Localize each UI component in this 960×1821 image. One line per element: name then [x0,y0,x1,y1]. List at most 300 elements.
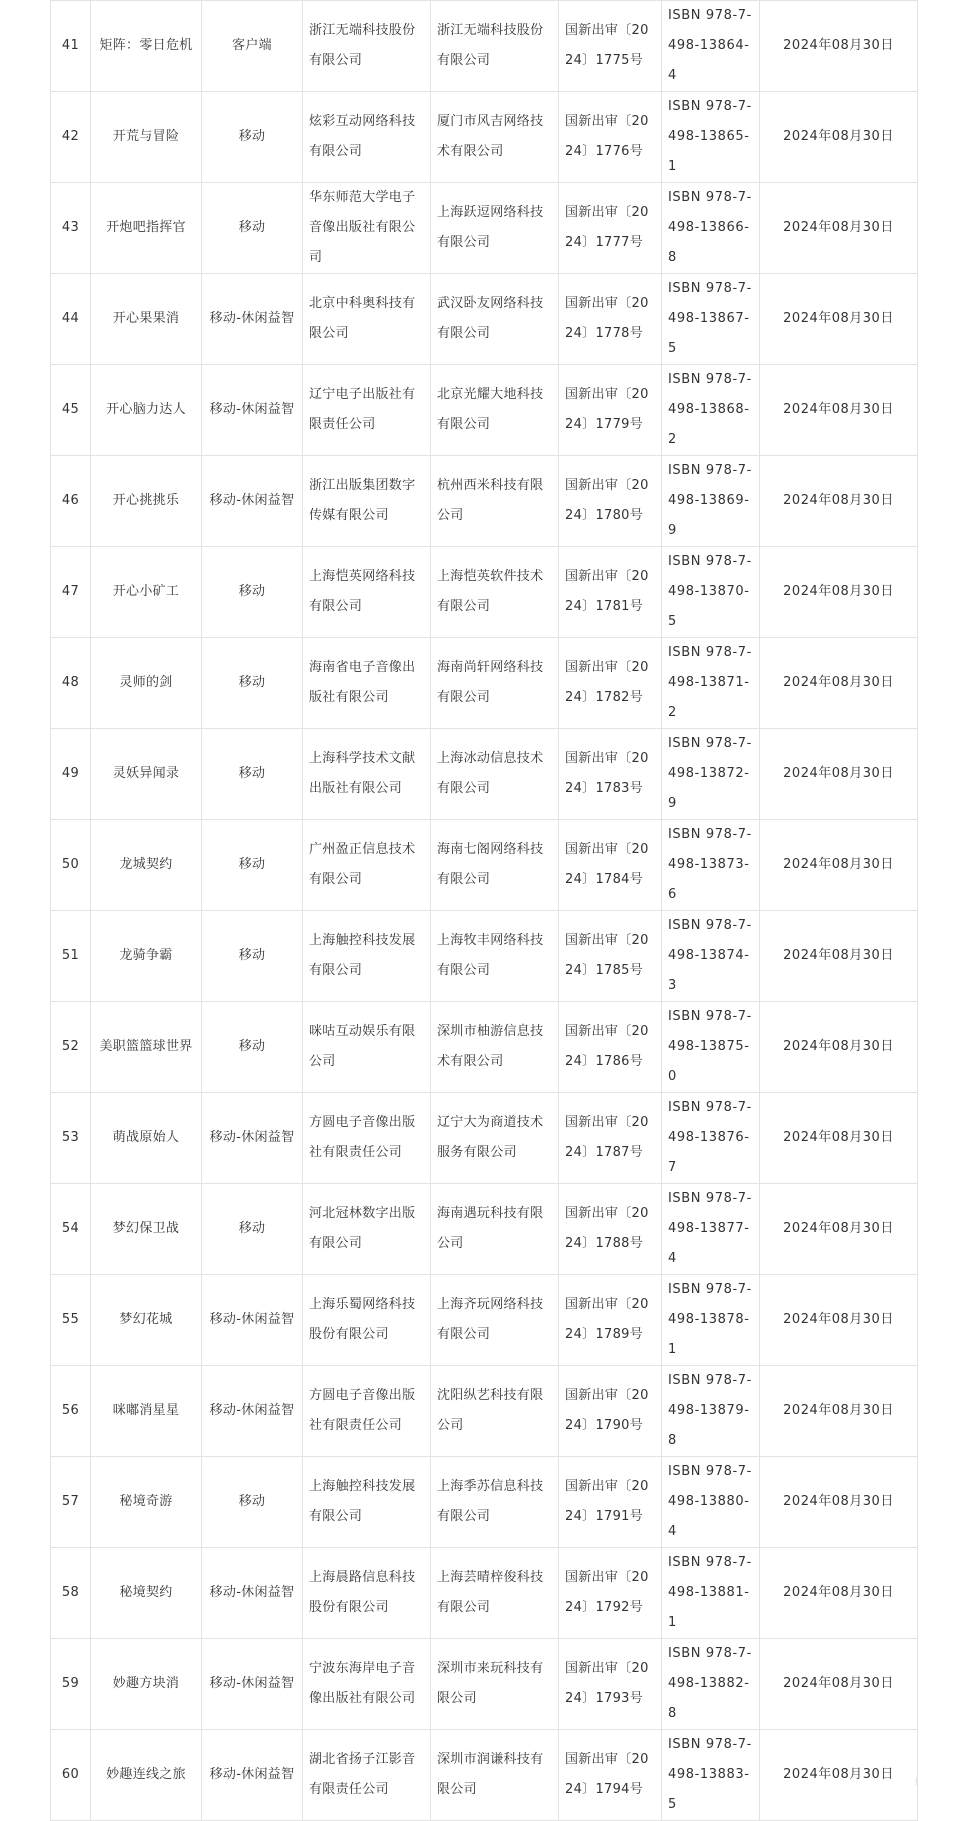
isbn-text: ISBN 978-7-498-13865-1 [668,99,752,174]
row-number-cell [51,1366,91,1457]
category-cell [202,365,303,456]
row-number-cell [51,1457,91,1548]
row-number-text: 46 [61,493,80,508]
isbn-text: ISBN 978-7-498-13879-8 [668,1373,752,1448]
table-row [51,547,918,638]
game-name-cell [91,1,202,92]
row-number-text: 57 [61,1494,80,1509]
operator-text: 上海季苏信息科技有限公司 [437,1479,544,1524]
approval-number-text: 国新出审〔2024〕1789号 [565,1297,649,1342]
approval-number-cell [559,274,662,365]
approval-date-text: 2024年08月30日 [783,584,894,599]
isbn-text: ISBN 978-7-498-13882-8 [668,1646,752,1721]
approval-number-cell [559,92,662,183]
category-cell [202,638,303,729]
operator-cell [431,729,559,820]
category-text: 移动 [238,584,266,599]
approval-date-cell [760,1366,918,1457]
row-number-cell [51,183,91,274]
isbn-text: ISBN 978-7-498-13873-6 [668,827,752,902]
isbn-text: ISBN 978-7-498-13868-2 [668,372,752,447]
approval-number-cell [559,911,662,1002]
game-name-cell [91,1093,202,1184]
table-body [51,1,918,1821]
row-number-cell [51,1275,91,1366]
category-text: 移动 [238,129,266,144]
operator-cell [431,183,559,274]
isbn-text: ISBN 978-7-498-13869-9 [668,463,752,538]
category-text: 移动 [238,857,266,872]
approval-number-text: 国新出审〔2024〕1777号 [565,205,649,250]
approval-date-cell [760,1457,918,1548]
approval-date-cell [760,729,918,820]
isbn-cell [662,1275,760,1366]
isbn-cell [662,1184,760,1275]
approval-number-cell [559,1093,662,1184]
game-name-text: 美职篮篮球世界 [99,1039,193,1054]
row-number-cell [51,547,91,638]
game-name-text: 龙骑争霸 [119,948,173,963]
row-number-cell [51,92,91,183]
game-name-text: 妙趣方块消 [112,1676,180,1691]
publisher-text: 炫彩互动网络科技有限公司 [309,114,416,159]
approval-date-cell [760,1548,918,1639]
approval-date-text: 2024年08月30日 [783,129,894,144]
row-number-text: 56 [61,1403,80,1418]
game-name-cell [91,1548,202,1639]
row-number-cell [51,1548,91,1639]
game-name-cell [91,729,202,820]
approval-date-text: 2024年08月30日 [783,857,894,872]
row-number-cell [51,1639,91,1730]
category-text: 移动-休闲益智 [209,1312,295,1327]
approval-date-cell [760,365,918,456]
category-text: 移动-休闲益智 [209,1130,295,1145]
approval-number-text: 国新出审〔2024〕1781号 [565,569,649,614]
row-number-cell [51,1184,91,1275]
operator-cell [431,92,559,183]
isbn-text: ISBN 978-7-498-13866-8 [668,190,752,265]
category-text: 移动-休闲益智 [209,493,295,508]
approval-number-text: 国新出审〔2024〕1783号 [565,751,649,796]
row-number-cell [51,1002,91,1093]
category-text: 移动-休闲益智 [209,311,295,326]
game-name-text: 开炮吧指挥官 [106,220,186,235]
table-row [51,1,918,92]
operator-text: 北京光耀大地科技有限公司 [437,387,544,432]
approval-date-text: 2024年08月30日 [783,311,894,326]
table-row [51,1366,918,1457]
approval-number-text: 国新出审〔2024〕1784号 [565,842,649,887]
publisher-text: 宁波东海岸电子音像出版社有限公司 [309,1661,416,1706]
isbn-cell [662,911,760,1002]
table-row [51,274,918,365]
isbn-cell [662,274,760,365]
category-cell [202,820,303,911]
approval-number-text: 国新出审〔2024〕1782号 [565,660,649,705]
game-name-text: 矩阵：零日危机 [99,38,193,53]
row-number-text: 55 [61,1312,80,1327]
approval-date-text: 2024年08月30日 [783,402,894,417]
approval-number-text: 国新出审〔2024〕1793号 [565,1661,649,1706]
publisher-text: 上海触控科技发展有限公司 [309,1479,416,1524]
game-name-cell [91,638,202,729]
row-number-cell [51,1093,91,1184]
isbn-cell [662,365,760,456]
publisher-cell [303,1275,431,1366]
game-name-cell [91,1184,202,1275]
approval-date-text: 2024年08月30日 [783,1585,894,1600]
game-name-cell [91,1366,202,1457]
isbn-cell [662,1093,760,1184]
category-cell [202,92,303,183]
isbn-cell [662,183,760,274]
publisher-cell [303,547,431,638]
row-number-cell [51,729,91,820]
row-number-text: 43 [61,220,80,235]
category-cell [202,1730,303,1821]
publisher-cell [303,729,431,820]
row-number-text: 60 [61,1767,80,1782]
publisher-text: 北京中科奥科技有限公司 [309,296,416,341]
table-row [51,92,918,183]
game-name-text: 梦幻保卫战 [112,1221,180,1236]
category-cell [202,1366,303,1457]
game-name-text: 开心果果消 [112,311,180,326]
operator-cell [431,1,559,92]
isbn-cell [662,456,760,547]
category-cell [202,183,303,274]
row-number-text: 48 [61,675,80,690]
approval-date-text: 2024年08月30日 [783,38,894,53]
table-row [51,1275,918,1366]
publisher-text: 上海乐蜀网络科技股份有限公司 [309,1297,416,1342]
approval-number-cell [559,1,662,92]
category-cell [202,456,303,547]
approval-number-text: 国新出审〔2024〕1792号 [565,1570,649,1615]
isbn-cell [662,638,760,729]
game-name-text: 秘境契约 [119,1585,173,1600]
category-cell [202,1548,303,1639]
row-number-cell [51,820,91,911]
approval-date-text: 2024年08月30日 [783,493,894,508]
table-row [51,729,918,820]
game-name-text: 萌战原始人 [112,1130,180,1145]
approval-number-cell [559,638,662,729]
row-number-cell [51,1730,91,1821]
game-name-text: 咪嘟消星星 [112,1403,180,1418]
row-number-text: 45 [61,402,80,417]
approval-number-cell [559,365,662,456]
operator-text: 深圳市柚游信息技术有限公司 [437,1024,544,1069]
publisher-cell [303,1639,431,1730]
isbn-cell [662,1002,760,1093]
publisher-text: 方圆电子音像出版社有限责任公司 [309,1115,416,1160]
operator-cell [431,1184,559,1275]
approval-date-text: 2024年08月30日 [783,1676,894,1691]
table-row [51,911,918,1002]
operator-cell [431,638,559,729]
operator-text: 上海牧丰网络科技有限公司 [437,933,544,978]
isbn-cell [662,1457,760,1548]
row-number-cell [51,638,91,729]
approval-number-text: 国新出审〔2024〕1775号 [565,23,649,68]
table-row [51,820,918,911]
game-name-cell [91,911,202,1002]
operator-cell [431,1002,559,1093]
category-text: 移动 [238,220,266,235]
game-name-cell [91,274,202,365]
game-name-cell [91,820,202,911]
approval-date-cell [760,1002,918,1093]
approval-date-text: 2024年08月30日 [783,766,894,781]
game-name-text: 秘境奇游 [119,1494,173,1509]
game-name-cell [91,1457,202,1548]
row-number-cell [51,1,91,92]
approval-date-cell [760,820,918,911]
isbn-text: ISBN 978-7-498-13864-4 [668,8,752,83]
publisher-text: 广州盈正信息技术有限公司 [309,842,416,887]
operator-cell [431,1366,559,1457]
publisher-cell [303,365,431,456]
operator-cell [431,1639,559,1730]
row-number-text: 52 [61,1039,80,1054]
category-cell [202,1093,303,1184]
operator-cell [431,274,559,365]
operator-cell [431,911,559,1002]
isbn-text: ISBN 978-7-498-13877-4 [668,1191,752,1266]
approval-number-text: 国新出审〔2024〕1788号 [565,1206,649,1251]
approval-number-cell [559,456,662,547]
operator-text: 深圳市来玩科技有限公司 [437,1661,544,1706]
game-name-text: 妙趣连线之旅 [106,1767,186,1782]
isbn-text: ISBN 978-7-498-13883-5 [668,1737,752,1812]
isbn-cell [662,820,760,911]
approval-date-cell [760,1093,918,1184]
publisher-cell [303,92,431,183]
category-cell [202,1275,303,1366]
approval-number-text: 国新出审〔2024〕1787号 [565,1115,649,1160]
category-text: 移动-休闲益智 [209,1676,295,1691]
game-name-text: 开心挑挑乐 [112,493,180,508]
approval-number-text: 国新出审〔2024〕1786号 [565,1024,649,1069]
operator-text: 武汉卧友网络科技有限公司 [437,296,544,341]
table-row [51,183,918,274]
approval-date-cell [760,638,918,729]
game-name-cell [91,1730,202,1821]
category-text: 移动 [238,1494,266,1509]
table-row [51,1002,918,1093]
isbn-cell [662,1639,760,1730]
approval-date-text: 2024年08月30日 [783,1039,894,1054]
publisher-cell [303,1457,431,1548]
isbn-cell [662,1730,760,1821]
row-number-text: 59 [61,1676,80,1691]
category-text: 移动 [238,1039,266,1054]
approval-number-cell [559,1002,662,1093]
approval-date-text: 2024年08月30日 [783,948,894,963]
row-number-cell [51,365,91,456]
operator-cell [431,820,559,911]
approval-date-cell [760,1730,918,1821]
isbn-text: ISBN 978-7-498-13875-0 [668,1009,752,1084]
operator-text: 深圳市润谦科技有限公司 [437,1752,544,1797]
approval-number-text: 国新出审〔2024〕1779号 [565,387,649,432]
row-number-text: 44 [61,311,80,326]
operator-text: 辽宁大为商道技术服务有限公司 [437,1115,544,1160]
approval-date-text: 2024年08月30日 [783,220,894,235]
game-name-text: 梦幻花城 [119,1312,173,1327]
table-row [51,456,918,547]
category-text: 移动-休闲益智 [209,402,295,417]
category-cell [202,1639,303,1730]
category-text: 移动 [238,948,266,963]
game-name-cell [91,1639,202,1730]
operator-cell [431,547,559,638]
approval-number-cell [559,820,662,911]
table-row [51,1093,918,1184]
isbn-text: ISBN 978-7-498-13872-9 [668,736,752,811]
approval-number-text: 国新出审〔2024〕1790号 [565,1388,649,1433]
approval-number-cell [559,1184,662,1275]
category-text: 移动-休闲益智 [209,1767,295,1782]
category-cell [202,1002,303,1093]
approval-date-cell [760,456,918,547]
approval-date-text: 2024年08月30日 [783,1312,894,1327]
game-name-text: 龙城契约 [119,857,173,872]
isbn-cell [662,1366,760,1457]
approval-number-cell [559,1639,662,1730]
isbn-text: ISBN 978-7-498-13876-7 [668,1100,752,1175]
category-cell [202,547,303,638]
table-row [51,1639,918,1730]
table-row [51,1548,918,1639]
category-cell [202,911,303,1002]
approval-date-text: 2024年08月30日 [783,1403,894,1418]
operator-cell [431,1275,559,1366]
category-text: 移动-休闲益智 [209,1585,295,1600]
approval-date-text: 2024年08月30日 [783,675,894,690]
publisher-text: 上海恺英网络科技有限公司 [309,569,416,614]
row-number-text: 58 [61,1585,80,1600]
publisher-cell [303,1002,431,1093]
operator-text: 沈阳纵艺科技有限公司 [437,1388,544,1433]
operator-cell [431,1730,559,1821]
approval-date-cell [760,1184,918,1275]
category-cell [202,729,303,820]
operator-text: 上海齐玩网络科技有限公司 [437,1297,544,1342]
game-name-text: 开心脑力达人 [106,402,186,417]
isbn-text: ISBN 978-7-498-13881-1 [668,1555,752,1630]
publisher-text: 辽宁电子出版社有限责任公司 [309,387,416,432]
isbn-text: ISBN 978-7-498-13874-3 [668,918,752,993]
table-continuation-edge [50,1777,917,1785]
publisher-cell [303,1366,431,1457]
operator-cell [431,365,559,456]
isbn-cell [662,92,760,183]
row-number-text: 42 [61,129,80,144]
isbn-cell [662,547,760,638]
game-name-text: 灵妖异闻录 [112,766,180,781]
publisher-text: 上海晨路信息科技股份有限公司 [309,1570,416,1615]
game-name-text: 灵师的剑 [119,675,173,690]
operator-text: 海南七阁网络科技有限公司 [437,842,544,887]
publisher-text: 咪咕互动娱乐有限公司 [309,1024,416,1069]
category-cell [202,274,303,365]
approval-date-text: 2024年08月30日 [783,1221,894,1236]
category-cell [202,1457,303,1548]
game-name-text: 开荒与冒险 [112,129,180,144]
isbn-text: ISBN 978-7-498-13870-5 [668,554,752,629]
game-name-cell [91,547,202,638]
category-text: 客户端 [232,38,272,53]
table-row [51,365,918,456]
publisher-text: 海南省电子音像出版社有限公司 [309,660,416,705]
table-row [51,1184,918,1275]
publisher-cell [303,1184,431,1275]
approval-number-text: 国新出审〔2024〕1776号 [565,114,649,159]
category-text: 移动 [238,1221,266,1236]
publisher-cell [303,638,431,729]
approval-date-text: 2024年08月30日 [783,1130,894,1145]
game-name-cell [91,183,202,274]
table-row [51,638,918,729]
isbn-cell [662,1548,760,1639]
approval-number-text: 国新出审〔2024〕1791号 [565,1479,649,1524]
operator-text: 杭州西米科技有限公司 [437,478,544,523]
approval-date-cell [760,1275,918,1366]
publisher-cell [303,274,431,365]
row-number-text: 47 [61,584,80,599]
approval-number-text: 国新出审〔2024〕1785号 [565,933,649,978]
approval-date-cell [760,911,918,1002]
approval-number-cell [559,1366,662,1457]
row-number-text: 49 [61,766,80,781]
publisher-text: 浙江出版集团数字传媒有限公司 [309,478,416,523]
operator-cell [431,1548,559,1639]
game-name-cell [91,365,202,456]
row-number-text: 50 [61,857,80,872]
approval-number-cell [559,183,662,274]
isbn-cell [662,729,760,820]
operator-cell [431,1457,559,1548]
operator-text: 浙江无端科技股份有限公司 [437,23,544,68]
publisher-cell [303,183,431,274]
category-cell [202,1,303,92]
approval-number-cell [559,1275,662,1366]
approval-number-text: 国新出审〔2024〕1794号 [565,1752,649,1797]
publisher-text: 上海触控科技发展有限公司 [309,933,416,978]
row-number-text: 54 [61,1221,80,1236]
approval-date-cell [760,1639,918,1730]
approval-date-cell [760,547,918,638]
operator-text: 上海恺英软件技术有限公司 [437,569,544,614]
table-row [51,1457,918,1548]
isbn-text: ISBN 978-7-498-13867-5 [668,281,752,356]
approval-number-cell [559,547,662,638]
game-name-cell [91,1002,202,1093]
publisher-cell [303,1093,431,1184]
approval-date-text: 2024年08月30日 [783,1494,894,1509]
approval-date-cell [760,92,918,183]
isbn-cell [662,1,760,92]
publisher-text: 湖北省扬子江影音有限责任公司 [309,1752,416,1797]
publisher-cell [303,911,431,1002]
approval-date-cell [760,1,918,92]
isbn-text: ISBN 978-7-498-13878-1 [668,1282,752,1357]
publisher-text: 方圆电子音像出版社有限责任公司 [309,1388,416,1433]
approval-date-cell [760,274,918,365]
